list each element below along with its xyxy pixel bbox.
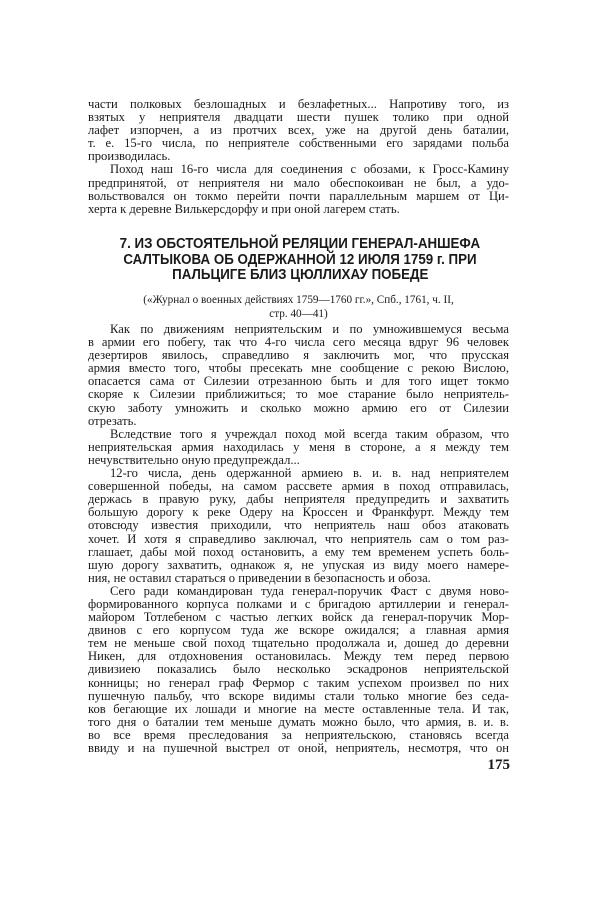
text-line: хочет. И хотя я справедливо заключал, что неприятель сам о том раз- — [88, 531, 509, 546]
text-line: Никен, для отдохновения остановилась. Между тем перед первою — [88, 649, 509, 664]
text-line: во все время преследования за неприятельскою, становясь всегда — [88, 727, 509, 742]
source-citation — [88, 293, 509, 321]
text-line: производилась. — [88, 149, 171, 164]
text-line: отрезать. — [88, 413, 137, 428]
text-line: неприятельская армия находилась у меня в стороне, а я между тем — [88, 439, 509, 454]
text-line: скую заботу умножить и сколько можно армию его от Силезии — [88, 400, 509, 415]
text-line: тем не меньше свой поход тщательно продолжала и, дошед до деревни — [88, 636, 509, 651]
text-line: Как по движениям неприятельским и по умножившемуся весьма — [110, 322, 509, 336]
text-line: опасается сама от Силезии отрезанною быть и для того ищет токмо — [88, 374, 509, 389]
paragraph — [88, 323, 509, 428]
text-line: предпринятой, от неприятеля ни мало обеспокоиван не был, а удо- — [88, 175, 509, 190]
text-line: конницы; но генерал граф Фермор с таким успехом произвел по них — [88, 675, 509, 690]
text-line: Сего ради командирован туда генерал-поручик Фаст с двумя ново- — [110, 583, 509, 598]
heading-line: ПАЛЬЦИГЕ БЛИЗ ЦЮЛЛИХАУ ПОБЕДЕ — [171, 267, 429, 283]
heading-row — [60, 267, 540, 283]
text-line: формированного корпуса полками и с бригадою артиллерии и генерал- — [88, 596, 509, 611]
heading-row — [60, 252, 540, 268]
text-line: совершенной победы, на самом рассвете армия в поход отправилась, — [88, 479, 509, 494]
text-line: глашает, дабы мой поход остановить, а ему тем временем успеть боль- — [88, 544, 509, 559]
heading-line: САЛТЫКОВА ОБ ОДЕРЖАННОЙ 12 ИЮЛЯ 1759 г. ПРИ — [123, 251, 477, 268]
text-line: отовсюду известия приходили, что неприятель наш обоз атаковать — [88, 518, 509, 533]
text-line: дивизиею показались было несколько эскадронов неприятельской — [88, 662, 509, 677]
text-line: большую дорогу к реке Одеру на Кроссен и Франкфурт. Между тем — [88, 505, 509, 520]
text-line: дезертиров явилось, справедливо я заключить мог, что прусская — [88, 348, 509, 363]
text-line: двинов с его корпусом туда же вскоре ожидался; а главная армия — [88, 623, 509, 638]
text-line: Вследствие того я учреждал поход мой всегда таким образом, что — [110, 426, 509, 441]
text-line: Поход наш 16-го числа для соединения с обозами, к Гросс-Камину — [110, 162, 509, 177]
citation-line: стр. 40—41) — [269, 308, 328, 320]
text-line: майором Тотлебеном с частью легких войск да генерал-поручик Мор- — [88, 610, 509, 625]
text-line: в армии его побегу, так что 4-го числа сего месяца вдруг 96 человек — [88, 335, 509, 350]
text-line: того дня о баталии тем меньше думать можно было, что армия, в. и. в. — [88, 714, 509, 729]
text-line: части полковых безлошадных и безлафетных... Напротиву того, из — [88, 97, 509, 111]
text-line: шую дорогу захватить, однакож я, не упуская из виду моего намере- — [88, 557, 509, 572]
section-heading — [60, 236, 540, 283]
text-line: вольствовался он токмо перейти почти параллельным маршем от Ци- — [88, 188, 509, 203]
text-line: ввиду и на пушечной выстрел от оной, неприятель, несмотря, что он — [88, 741, 509, 755]
body-text — [88, 323, 509, 755]
paragraph — [88, 585, 509, 755]
text-line: пушечную пальбу, что вскоре видимы стали только многие без седа- — [88, 688, 509, 703]
text-line: взятых у неприятеля двадцати шести пушек толико при одной — [88, 110, 509, 125]
text-line: скоряе к Силезии приближиться; то мое старание было неприятель- — [88, 387, 509, 402]
text-line: держась в правую руку, дабы неприятеля предупредить и захватить — [88, 492, 509, 507]
text-line: армия вместо того, чтобы пресекать мне сообщение с рекою Вислою, — [88, 361, 509, 376]
paragraph — [88, 98, 509, 163]
paragraph — [88, 467, 509, 585]
text-line: херта к деревне Вилькерсдорфу и при оной лагерем стать. — [88, 201, 400, 216]
text-line: 12-го числа, день одержанной армиею в. и. в. над неприятелем — [110, 466, 509, 481]
citation-line: («Журнал о военных действиях 1759—1760 гг.», Спб., 1761, ч. II, — [143, 294, 454, 306]
text-line: ков бегающие их лошади и многие на месте оставленные тела. И так, — [88, 701, 509, 716]
heading-row — [60, 236, 540, 252]
heading-line: 7. ИЗ ОБСТОЯТЕЛЬНОЙ РЕЛЯЦИИ ГЕНЕРАЛ-АНШЕФА — [119, 236, 481, 252]
text-line: т. е. 15-го числа, по неприятеле собственными его зарядами польба — [88, 136, 509, 151]
paragraph — [88, 428, 509, 467]
page-number: 175 — [487, 757, 510, 773]
text-line: нечувствительно оную предупреждал... — [88, 452, 300, 467]
text-line: ния, не оставил стараться о приведении в безопасность и обоза. — [88, 570, 431, 585]
paragraph — [88, 163, 509, 215]
top-text — [88, 98, 509, 216]
text-line: лафет изпорчен, а из протчих всех, уже на другой день баталии, — [88, 123, 509, 138]
